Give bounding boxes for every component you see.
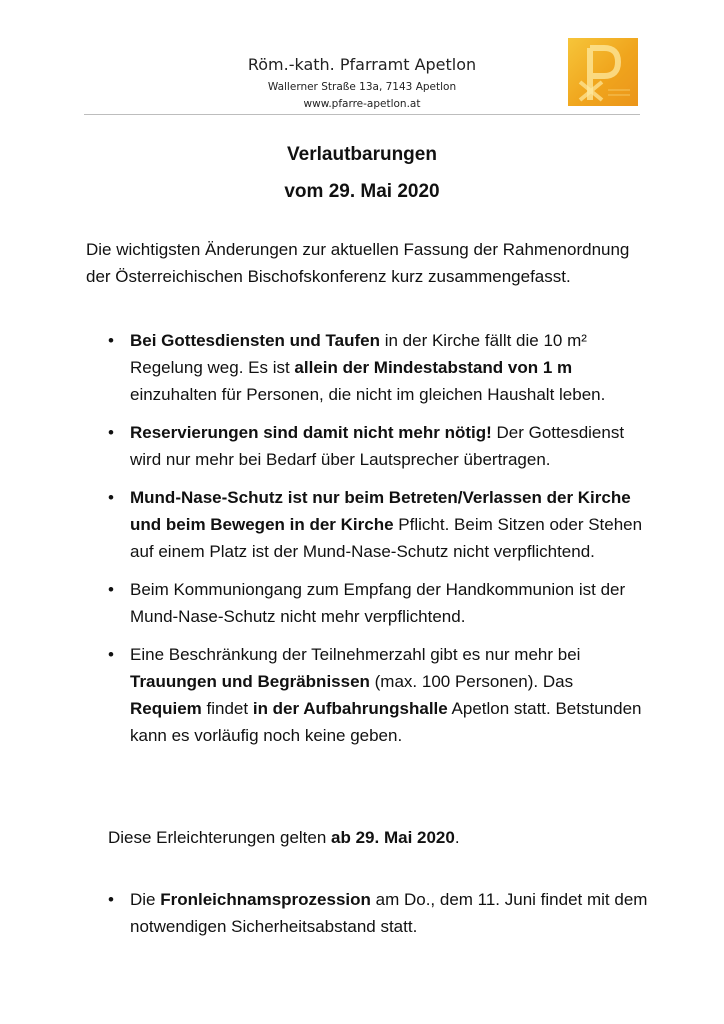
emphasis: ab 29. Mai 2020	[331, 828, 455, 847]
item-text: in der Kirche fällt die 10 m² Regelung weg. Es ist	[130, 331, 587, 377]
note-text: .	[454, 828, 460, 847]
item-text: Beim Kommuniongang zum Empfang der Handkommunion ist der Mund-Nase-Schutz nicht mehr verpflichtend.	[130, 580, 626, 626]
emphasis: Reservierungen sind damit nicht mehr nötig!	[130, 423, 492, 442]
emphasis: Bei Gottesdiensten und Taufen	[130, 331, 380, 350]
emphasis: allein der Mindestabstand von 1 m	[294, 358, 573, 377]
emphasis: Fronleichnamsprozession	[160, 890, 371, 909]
item-text: Der Gottesdienst wird nur mehr bei Bedarf über Lautsprecher übertragen.	[130, 423, 625, 469]
validity-note	[108, 824, 648, 851]
parish-name: Röm.-kath. Pfarramt Apetlon	[247, 55, 477, 74]
list-item	[108, 419, 648, 473]
list-item	[108, 641, 648, 749]
parish-website: www.pfarre-apetlon.at	[303, 98, 421, 110]
intro-paragraph: Die wichtigsten Änderungen zur aktuellen Fassung der Rahmenordnung der Österreichischen Bischofskonferenz kurz zusammengefasst.	[86, 240, 630, 286]
item-text: einzuhalten für Personen, die nicht im gleichen Haushalt leben.	[130, 385, 606, 404]
list-item	[108, 327, 648, 408]
item-text: Apetlon statt. Betstunden kann es vorläufig noch keine geben.	[130, 699, 642, 745]
list-item	[108, 484, 648, 565]
emphasis: Trauungen und Begräbnissen	[130, 672, 370, 691]
page-title: Verlautbarungen	[287, 144, 437, 165]
item-text: Pflicht. Beim Sitzen oder Stehen auf einem Platz ist der Mund-Nase-Schutz nicht verpflichtend.	[130, 515, 643, 561]
letterhead	[84, 50, 640, 116]
chi-rho-logo-icon	[568, 38, 638, 106]
parish-address: Wallerner Straße 13a, 7143 Apetlon	[267, 81, 457, 93]
list-item	[108, 886, 648, 940]
list-item	[108, 576, 648, 630]
emphasis: Mund-Nase-Schutz ist nur beim Betreten/Verlassen der Kirche und beim Bewegen in der Kirche	[130, 488, 631, 534]
item-text: Eine Beschränkung der Teilnehmerzahl gibt es nur mehr bei	[130, 645, 581, 664]
item-text: Die	[130, 890, 161, 909]
item-text: findet	[201, 699, 253, 718]
note-text: Diese Erleichterungen gelten	[108, 828, 332, 847]
item-text: (max. 100 Personen). Das	[369, 672, 574, 691]
emphasis: Requiem	[130, 699, 202, 718]
announcement-list	[108, 327, 648, 760]
page-date: vom 29. Mai 2020	[284, 181, 440, 202]
procession-list	[108, 886, 648, 940]
header-divider	[84, 114, 640, 115]
emphasis: in der Aufbahrungshalle	[252, 699, 448, 718]
item-text: am Do., dem 11. Juni findet mit dem notwendigen Sicherheitsabstand statt.	[130, 890, 648, 936]
